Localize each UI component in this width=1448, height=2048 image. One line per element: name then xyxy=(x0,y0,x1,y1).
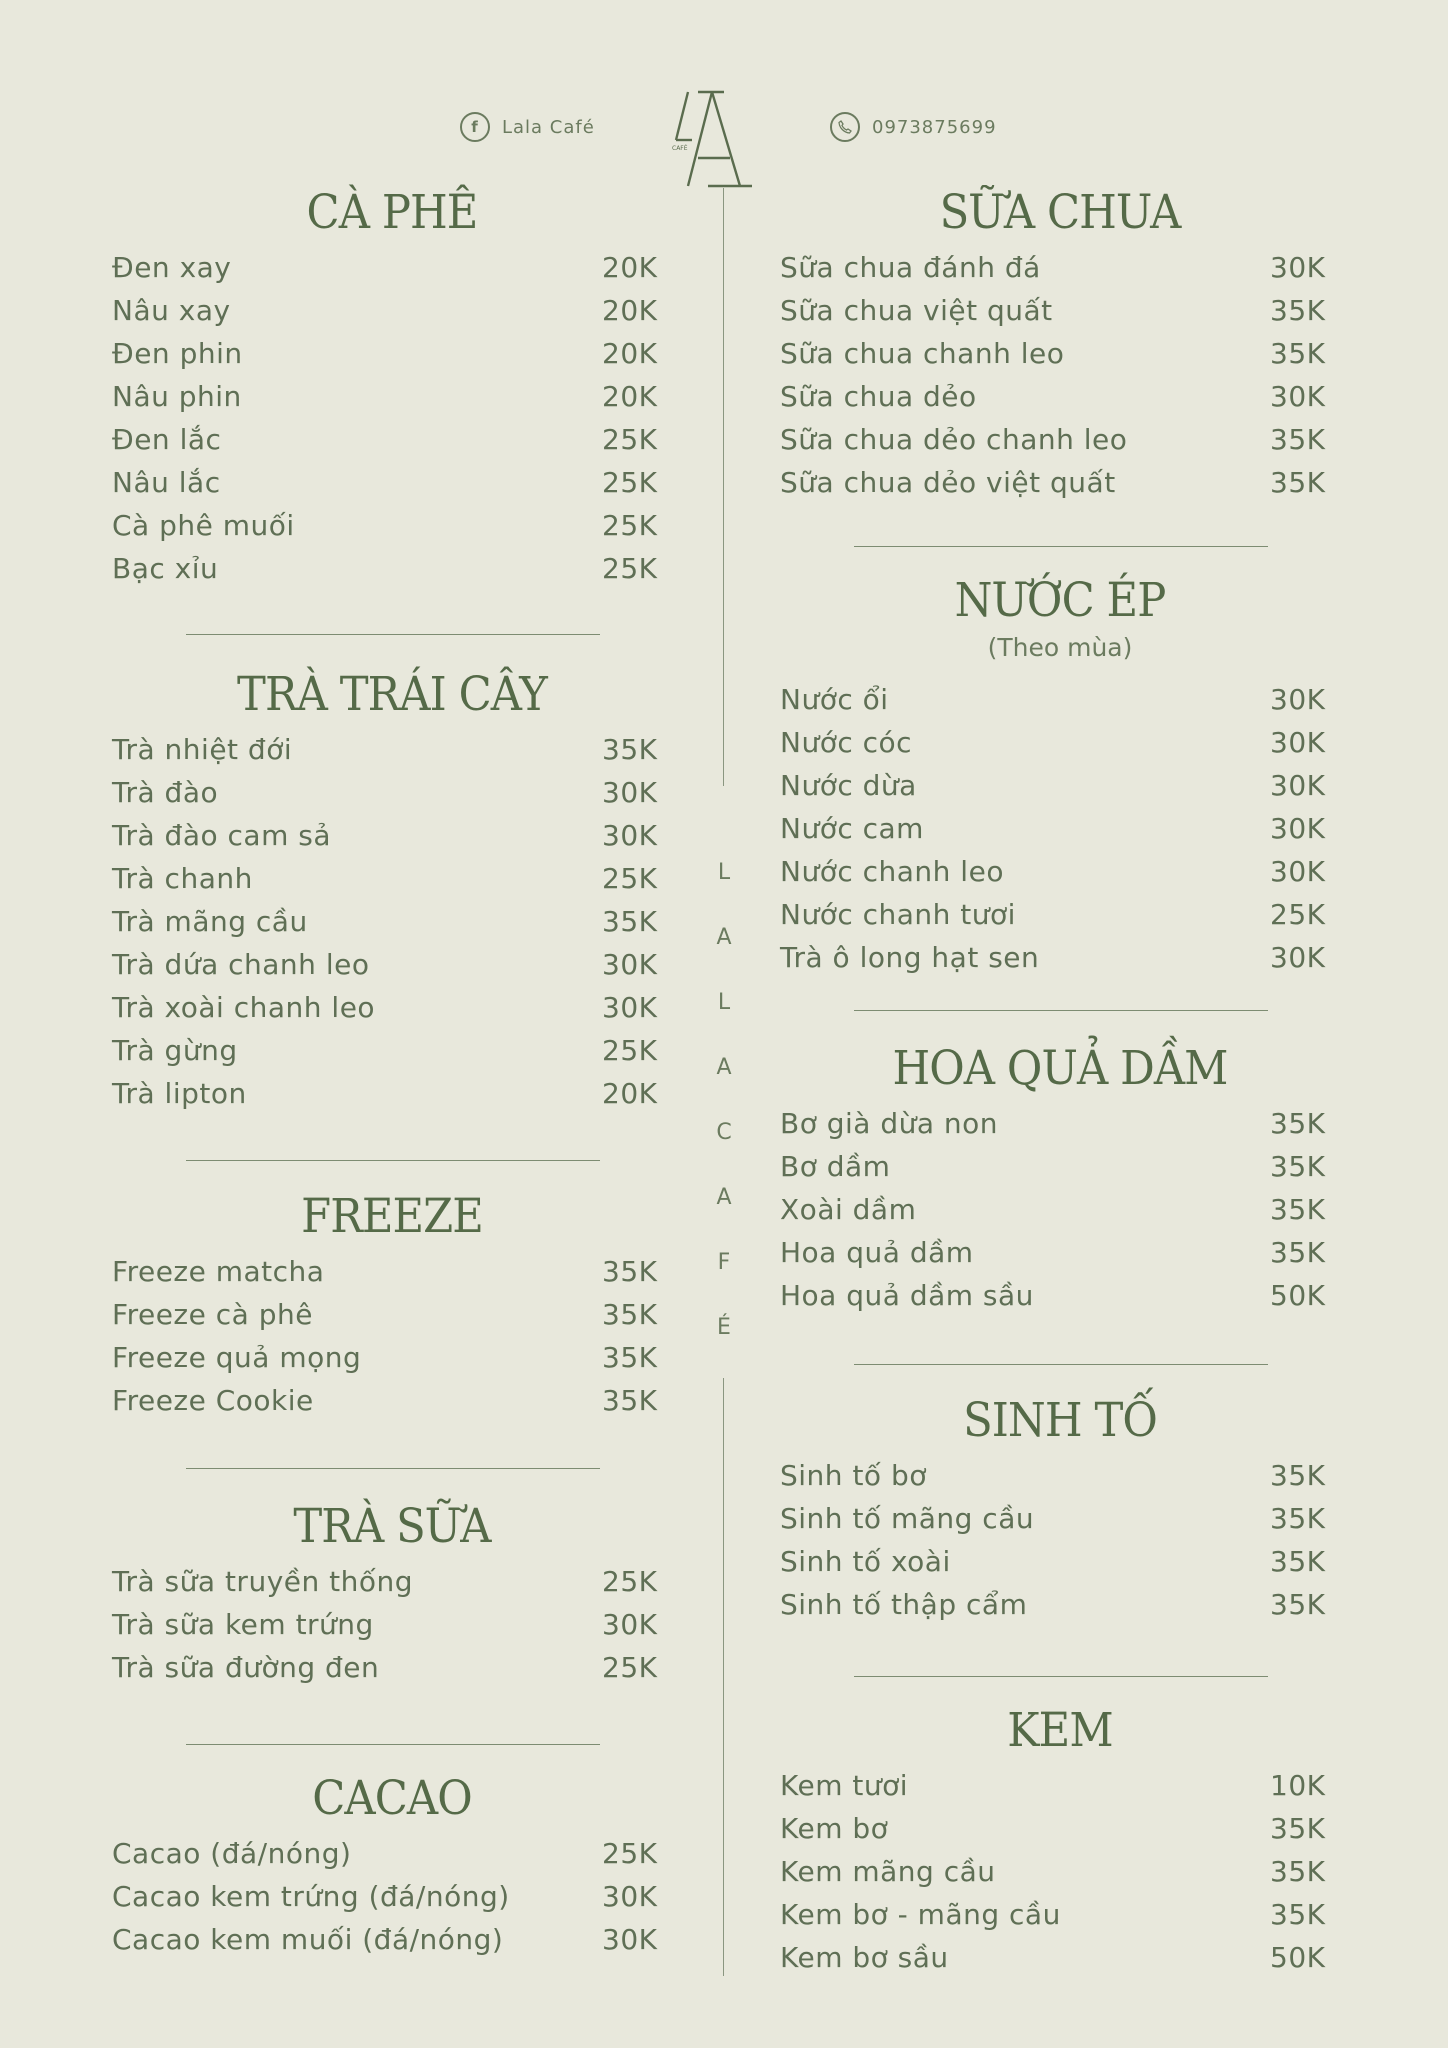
brand-letter: F xyxy=(717,1250,731,1275)
menu-item-price: 25K xyxy=(602,509,658,542)
menu-item xyxy=(780,721,1340,764)
menu-item-name: Trà chanh xyxy=(112,862,253,895)
menu-item xyxy=(780,1893,1340,1936)
menu-item-price: 35K xyxy=(602,905,658,938)
menu-item-price: 30K xyxy=(1270,380,1326,413)
menu-item-name: Sinh tố thập cẩm xyxy=(780,1588,1028,1621)
menu-item xyxy=(112,943,672,986)
menu-item-name: Trà dứa chanh leo xyxy=(112,948,370,981)
menu-item-name: Trà đào cam sả xyxy=(112,819,331,852)
menu-item xyxy=(112,1646,672,1689)
menu-section xyxy=(780,1038,1340,1317)
menu-item-price: 35K xyxy=(1270,1502,1326,1535)
section-divider xyxy=(854,1010,1268,1011)
menu-item-name: Sữa chua dẻo việt quất xyxy=(780,466,1116,499)
menu-header xyxy=(0,40,1448,160)
menu-item-name: Trà sữa truyền thống xyxy=(112,1565,414,1598)
menu-item-name: Cà phê muối xyxy=(112,509,295,542)
menu-item-name: Nâu phin xyxy=(112,380,242,413)
menu-item-name: Freeze quả mọng xyxy=(112,1341,362,1374)
menu-item-name: Kem bơ sầu xyxy=(780,1941,949,1974)
section-divider xyxy=(186,1468,600,1469)
menu-item-price: 25K xyxy=(602,1837,658,1870)
menu-item xyxy=(780,461,1340,504)
brand-letter: A xyxy=(716,925,732,950)
brand-letter: L xyxy=(717,860,731,885)
menu-item xyxy=(780,1540,1340,1583)
facebook-contact xyxy=(460,112,595,142)
menu-item-name: Nâu xay xyxy=(112,294,231,327)
menu-item-name: Kem tươi xyxy=(780,1769,909,1802)
menu-item xyxy=(780,936,1340,979)
menu-item xyxy=(112,246,672,289)
menu-section xyxy=(780,1700,1340,1979)
menu-item-price: 35K xyxy=(1270,1150,1326,1183)
menu-item-price: 30K xyxy=(1270,726,1326,759)
section-title: TRÀ SỮA xyxy=(293,1499,491,1554)
menu-item-name: Kem bơ xyxy=(780,1812,889,1845)
menu-item-price: 25K xyxy=(1270,898,1326,931)
menu-item-price: 30K xyxy=(602,1608,658,1641)
menu-item xyxy=(780,1497,1340,1540)
menu-item-price: 35K xyxy=(1270,294,1326,327)
menu-item-price: 30K xyxy=(602,1923,658,1956)
menu-item-name: Trà gừng xyxy=(112,1034,238,1067)
menu-item xyxy=(112,1918,672,1961)
section-divider xyxy=(854,546,1268,547)
menu-item xyxy=(780,1807,1340,1850)
section-title: HOA QUẢ DẦM xyxy=(892,1041,1228,1096)
menu-item-name: Đen xay xyxy=(112,251,232,284)
section-divider xyxy=(854,1676,1268,1677)
menu-item-price: 30K xyxy=(1270,251,1326,284)
menu-item-name: Đen phin xyxy=(112,337,243,370)
menu-item xyxy=(112,771,672,814)
menu-item xyxy=(112,375,672,418)
brand-letter: A xyxy=(716,1185,732,1210)
section-title: FREEZE xyxy=(301,1189,483,1244)
section-divider xyxy=(186,634,600,635)
section-title: NƯỚC ÉP xyxy=(954,573,1166,628)
menu-item xyxy=(112,461,672,504)
menu-item-name: Nước ổi xyxy=(780,683,889,716)
section-divider xyxy=(186,1160,600,1161)
menu-item-name: Freeze cà phê xyxy=(112,1298,313,1331)
menu-item-name: Hoa quả dầm xyxy=(780,1236,974,1269)
menu-item-price: 35K xyxy=(1270,1855,1326,1888)
phone-contact xyxy=(830,112,997,142)
menu-item xyxy=(780,289,1340,332)
menu-item xyxy=(112,547,672,590)
menu-item-price: 30K xyxy=(602,1880,658,1913)
menu-item-name: Trà nhiệt đới xyxy=(112,733,293,766)
menu-item-name: Kem mãng cầu xyxy=(780,1855,996,1888)
menu-item xyxy=(112,1336,672,1379)
phone-icon xyxy=(830,112,860,142)
menu-item xyxy=(112,504,672,547)
menu-item-price: 20K xyxy=(602,251,658,284)
menu-item xyxy=(780,375,1340,418)
menu-item-price: 20K xyxy=(602,380,658,413)
menu-section xyxy=(780,182,1340,504)
menu-item-price: 25K xyxy=(602,466,658,499)
section-divider xyxy=(186,1744,600,1745)
menu-item xyxy=(780,332,1340,375)
menu-item-price: 30K xyxy=(1270,941,1326,974)
section-title: CACAO xyxy=(312,1771,472,1826)
menu-item-price: 20K xyxy=(602,337,658,370)
menu-item-price: 30K xyxy=(1270,683,1326,716)
menu-item-name: Sinh tố bơ xyxy=(780,1459,927,1492)
menu-item xyxy=(112,1293,672,1336)
menu-item-price: 25K xyxy=(602,862,658,895)
center-divider-top xyxy=(723,188,724,786)
menu-item-name: Kem bơ - mãng cầu xyxy=(780,1898,1061,1931)
menu-item xyxy=(112,1603,672,1646)
menu-section xyxy=(112,182,672,590)
menu-item-price: 30K xyxy=(602,991,658,1024)
menu-item-price: 35K xyxy=(602,1298,658,1331)
menu-item-price: 25K xyxy=(602,1034,658,1067)
menu-item-price: 35K xyxy=(1270,1898,1326,1931)
menu-item-price: 25K xyxy=(602,1565,658,1598)
facebook-icon: f xyxy=(460,112,490,142)
menu-item-name: Bơ già dừa non xyxy=(780,1107,999,1140)
brand-letter: É xyxy=(717,1315,731,1340)
logo-cafe-text: CAFÉ xyxy=(672,145,688,152)
menu-item-name: Nước cóc xyxy=(780,726,913,759)
section-divider xyxy=(854,1364,1268,1365)
menu-item-price: 35K xyxy=(1270,1459,1326,1492)
menu-item-price: 35K xyxy=(1270,1107,1326,1140)
lala-cafe-logo xyxy=(668,88,778,192)
menu-item xyxy=(112,1832,672,1875)
menu-item-name: Freeze Cookie xyxy=(112,1384,314,1417)
menu-item-price: 35K xyxy=(1270,337,1326,370)
menu-item-name: Sinh tố xoài xyxy=(780,1545,951,1578)
menu-item-price: 35K xyxy=(1270,1193,1326,1226)
menu-item xyxy=(780,1764,1340,1807)
menu-item xyxy=(780,850,1340,893)
menu-item xyxy=(780,1274,1340,1317)
menu-item xyxy=(112,814,672,857)
menu-item-price: 35K xyxy=(602,1255,658,1288)
section-title: TRÀ TRÁI CÂY xyxy=(237,667,547,722)
menu-item-price: 20K xyxy=(602,1077,658,1110)
phone-number: 0973875699 xyxy=(872,116,997,138)
menu-item xyxy=(112,1875,672,1918)
menu-item xyxy=(780,1936,1340,1979)
menu-item xyxy=(780,1145,1340,1188)
section-title: CÀ PHÊ xyxy=(306,185,478,240)
menu-item xyxy=(112,986,672,1029)
menu-item-price: 35K xyxy=(1270,1588,1326,1621)
section-title: KEM xyxy=(1007,1703,1113,1758)
menu-item-price: 35K xyxy=(602,1384,658,1417)
menu-section xyxy=(780,570,1340,979)
menu-item-price: 50K xyxy=(1270,1941,1326,1974)
menu-item-price: 30K xyxy=(602,819,658,852)
menu-item-price: 20K xyxy=(602,294,658,327)
menu-item xyxy=(780,1102,1340,1145)
menu-item-price: 25K xyxy=(602,552,658,585)
menu-item xyxy=(112,1560,672,1603)
brand-letter: L xyxy=(717,990,731,1015)
menu-item-price: 30K xyxy=(1270,769,1326,802)
menu-item-name: Xoài dầm xyxy=(780,1193,917,1226)
menu-item-name: Nước chanh leo xyxy=(780,855,1004,888)
menu-item xyxy=(112,289,672,332)
menu-item-name: Sữa chua chanh leo xyxy=(780,337,1065,370)
section-subtitle: (Theo mùa) xyxy=(987,633,1133,662)
brand-letter: C xyxy=(716,1120,732,1145)
menu-section xyxy=(112,1496,672,1689)
menu-item-price: 35K xyxy=(1270,1812,1326,1845)
menu-item-name: Trà lipton xyxy=(112,1077,247,1110)
menu-item xyxy=(112,1029,672,1072)
menu-item xyxy=(780,1188,1340,1231)
menu-item xyxy=(780,1231,1340,1274)
facebook-name: Lala Café xyxy=(502,116,595,138)
menu-item-name: Bơ dầm xyxy=(780,1150,891,1183)
menu-item-price: 30K xyxy=(1270,812,1326,845)
menu-item-name: Trà xoài chanh leo xyxy=(112,991,376,1024)
menu-item xyxy=(112,900,672,943)
menu-item-price: 30K xyxy=(602,776,658,809)
menu-item-name: Trà đào xyxy=(112,776,219,809)
menu-item xyxy=(112,1072,672,1115)
menu-item xyxy=(780,764,1340,807)
menu-item-price: 10K xyxy=(1270,1769,1326,1802)
menu-item xyxy=(780,807,1340,850)
menu-item-name: Nước chanh tươi xyxy=(780,898,1016,931)
menu-item-price: 30K xyxy=(602,948,658,981)
menu-item-name: Trà sữa kem trứng xyxy=(112,1608,374,1641)
menu-item xyxy=(112,418,672,461)
menu-item-name: Nâu lắc xyxy=(112,466,221,499)
center-divider-bottom xyxy=(723,1378,724,1976)
menu-section xyxy=(780,1390,1340,1626)
menu-item-name: Bạc xỉu xyxy=(112,552,219,585)
menu-item-price: 35K xyxy=(602,733,658,766)
menu-item-name: Sinh tố mãng cầu xyxy=(780,1502,1035,1535)
menu-item-name: Nước dừa xyxy=(780,769,917,802)
menu-item-name: Sữa chua dẻo chanh leo xyxy=(780,423,1128,456)
vertical-brand-text xyxy=(700,840,748,1360)
menu-item-price: 35K xyxy=(1270,1545,1326,1578)
menu-item xyxy=(780,1583,1340,1626)
menu-item-price: 35K xyxy=(602,1341,658,1374)
menu-item-price: 25K xyxy=(602,1651,658,1684)
menu-item-name: Đen lắc xyxy=(112,423,222,456)
menu-item-name: Trà sữa đường đen xyxy=(112,1651,380,1684)
menu-item-name: Sữa chua dẻo xyxy=(780,380,977,413)
menu-item-price: 35K xyxy=(1270,1236,1326,1269)
brand-letter: A xyxy=(716,1055,732,1080)
menu-item-price: 25K xyxy=(602,423,658,456)
menu-item-name: Sữa chua đánh đá xyxy=(780,251,1041,284)
section-title: SỮA CHUA xyxy=(939,185,1181,240)
menu-item-price: 35K xyxy=(1270,466,1326,499)
menu-section xyxy=(112,1186,672,1422)
menu-item-name: Cacao kem trứng (đá/nóng) xyxy=(112,1880,510,1913)
menu-item xyxy=(780,1454,1340,1497)
menu-section xyxy=(112,664,672,1115)
menu-item-price: 30K xyxy=(1270,855,1326,888)
menu-item xyxy=(112,332,672,375)
menu-item-name: Cacao kem muối (đá/nóng) xyxy=(112,1923,504,1956)
menu-item xyxy=(112,728,672,771)
menu-item xyxy=(780,418,1340,461)
menu-item-name: Nước cam xyxy=(780,812,924,845)
menu-item-name: Trà mãng cầu xyxy=(112,905,308,938)
menu-item xyxy=(780,246,1340,289)
menu-item-price: 50K xyxy=(1270,1279,1326,1312)
menu-item-name: Sữa chua việt quất xyxy=(780,294,1053,327)
menu-item-name: Trà ô long hạt sen xyxy=(780,941,1040,974)
section-title: SINH TỐ xyxy=(963,1393,1157,1448)
menu-item xyxy=(780,893,1340,936)
menu-item xyxy=(112,1250,672,1293)
menu-item-name: Hoa quả dầm sầu xyxy=(780,1279,1034,1312)
menu-item-price: 35K xyxy=(1270,423,1326,456)
menu-section xyxy=(112,1768,672,1961)
menu-item xyxy=(112,857,672,900)
menu-item xyxy=(780,678,1340,721)
menu-item xyxy=(112,1379,672,1422)
menu-item xyxy=(780,1850,1340,1893)
menu-item-name: Freeze matcha xyxy=(112,1255,325,1288)
menu-item-name: Cacao (đá/nóng) xyxy=(112,1837,352,1870)
